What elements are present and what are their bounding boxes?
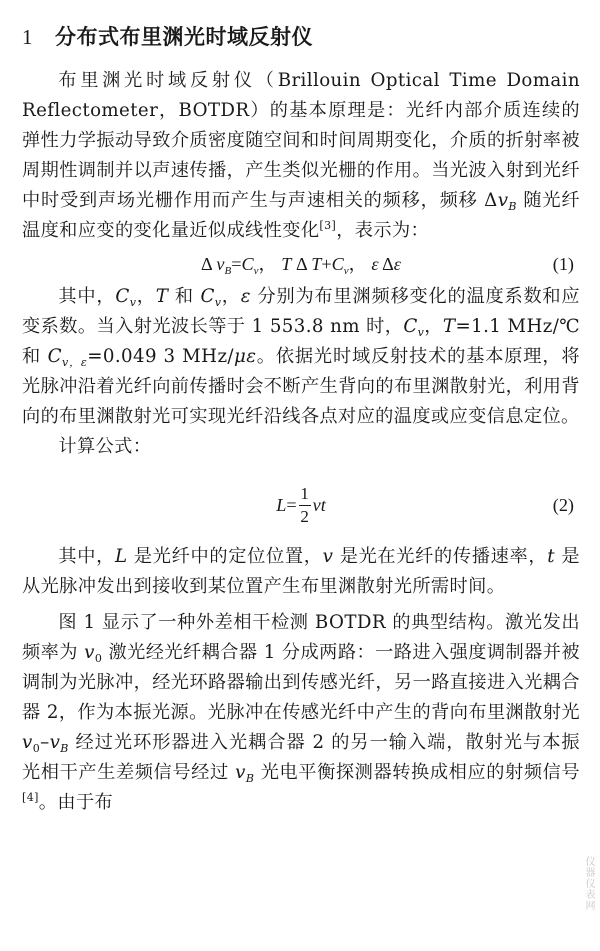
page-content [22, 22, 580, 818]
equation-2-number: (2) [552, 495, 574, 515]
fraction-half: $\frac{1}{2}$ [300, 483, 309, 526]
equation-2 [22, 474, 580, 536]
intro-text-a: 布里渊光时域反射仪（Brillouin Optical Time Domain Reflectometer，BOTDR）的基本原理是：光纤内部介质连续的弹性力学振动导致介质密度随空间和时间周期变化，介质的折射率被周期性调制并以声速传播，产生类似光栅的作用。当光波入射到光纤中时受到声场光栅作用而产生与声速相关的频移，频移 Δ [22, 70, 580, 211]
equation-1-body: Δ $v_B=C_v$， T Δ $T+C_v$， ε Δε [201, 254, 401, 277]
intro-text-c: ，表示为： [336, 220, 430, 241]
equation-1 [22, 248, 580, 280]
paragraph-structure: 图 1 显示了一种外差相干检测 BOTDR 的典型结构。激光发出频率为 $v_0$ 激光经光纤耦合器 1 分成两路：一路进入强度调制器并被调制为光脉冲，经光环路器输出到传感光纤，另一路直接进入光耦合器 2，作为本振光源。光脉冲在传感光纤中产生的背向布里渊散射光 $v_0-v_B$ 经过光环形器进入光耦合器 2 的另一输入端，散射光与本振光相干产生差频信号经过 $v_B$ 光电平衡探测器转换成相应的射频信号[4]。由于布 [22, 612, 580, 813]
citation-3: [3] [319, 219, 337, 232]
intro-text-b: 随光纤温度和应变的变化量近似成线性变化 [22, 190, 580, 241]
citation-4: [4] [22, 791, 39, 804]
symbol-v: v [497, 190, 509, 211]
equation-1-number: (1) [552, 254, 574, 274]
paragraph-variables: 其中，L 是光纤中的定位位置，v 是光在光纤的传播速率，t 是从光脉冲发出到接收到某位置产生布里渊散射光所需时间。 [22, 546, 580, 597]
section-heading [22, 22, 580, 52]
subscript-b: B [508, 200, 517, 213]
section-number: 1 [22, 25, 33, 49]
paragraph-intro [22, 66, 580, 246]
watermark: 仪器仪表网 [583, 856, 594, 911]
formula-label: 计算公式： [58, 436, 152, 457]
equation-2-body: L = $\frac{1}{2}$ vt [276, 483, 326, 526]
paragraph-coefficients: 其中，$C_v$，T 和 $C_v$，ε 分别为布里渊频移变化的温度系数和应变系数。当入射光波长等于 1 553.8 nm 时，$C_v$，T=1.1 MHz/℃ 和 $C_{v,\varepsilon}=0.049$ 3 MHz/με。依据光时域反射技术的基本原理，将光脉冲沿着光纤向前传播时会不断产生背向的布里渊散射光，利用背向的布里渊散射光可实现光纤沿线各点对应的温度或应变信息定位。 [22, 286, 581, 427]
section-title: 分布式布里渊光时域反射仪 [55, 25, 313, 49]
